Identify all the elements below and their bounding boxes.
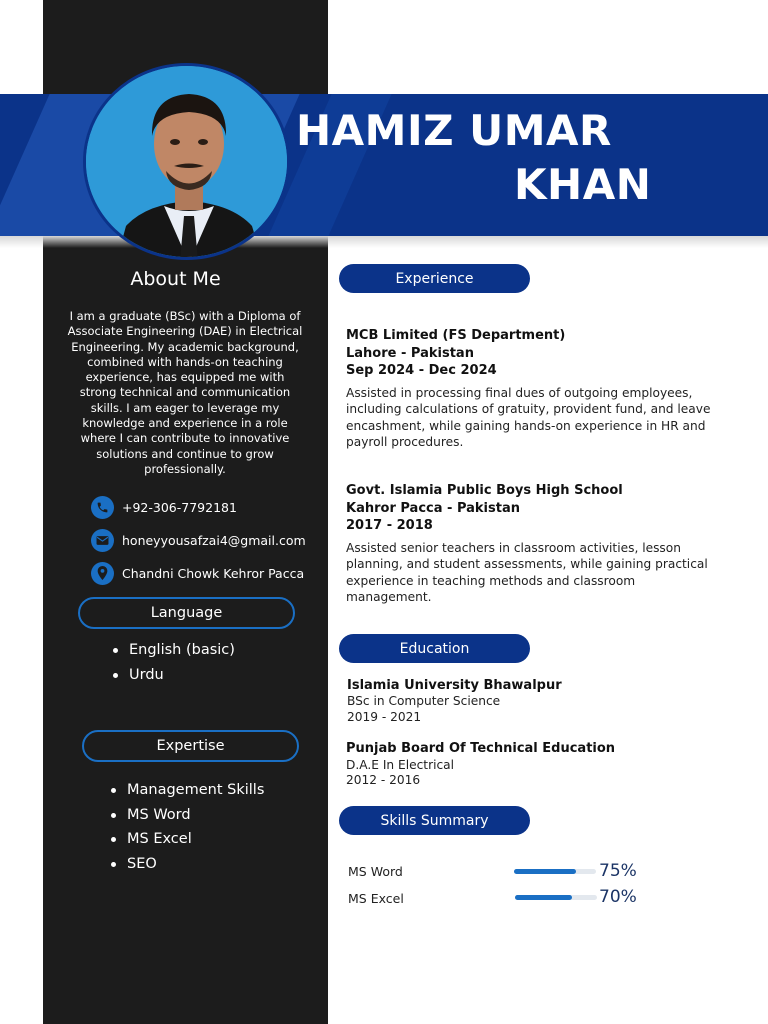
skill-progress-track — [514, 869, 596, 874]
experience-item-header — [346, 482, 623, 535]
list-item: English (basic) — [111, 638, 235, 663]
skill-progress-fill — [514, 869, 576, 874]
email-icon — [91, 529, 114, 552]
skill-progress-fill — [515, 895, 572, 900]
education-degree: D.A.E In Electrical — [346, 758, 455, 772]
experience-description: Assisted senior teachers in classroom activities, lesson planning, and student assessments, while gaining practical experience in teaching methods and classroom management. — [346, 541, 708, 604]
experience-heading: Experience — [339, 264, 530, 293]
expertise-list — [109, 778, 264, 877]
email-text[interactable]: honeyyousafzai4@gmail.com — [122, 532, 306, 548]
about-title: About Me — [130, 268, 221, 290]
profile-photo — [83, 63, 290, 260]
language-list — [111, 638, 235, 687]
expertise-heading: Expertise — [82, 730, 299, 762]
list-item: Urdu — [111, 663, 235, 688]
education-institution: Punjab Board Of Technical Education — [346, 741, 616, 756]
skill-progress-track — [515, 895, 597, 900]
experience-item-header — [346, 327, 565, 380]
language-heading: Language — [78, 597, 295, 629]
skill-name: MS Excel — [348, 891, 404, 906]
contact-address — [91, 561, 304, 585]
phone-text[interactable]: +92-306-7792181 — [122, 499, 237, 515]
address-text: Chandni Chowk Kehror Pacca — [122, 565, 305, 581]
about-text: I am a graduate (BSc) with a Diploma of Associate Engineering (DAE) in Electrical Engineering. My academic background, combined with hands-on teaching experience, has equipped me with strong technical and communication skills. I am eager to leverage my knowledge and experience in a role where I can contribute to innovative solutions and continue to grow professionally. — [67, 309, 303, 476]
skill-percent: 75% — [599, 861, 637, 881]
header-shadow — [0, 236, 768, 248]
education-years: 2019 - 2021 — [347, 710, 422, 724]
education-institution: Islamia University Bhawalpur — [347, 678, 562, 693]
name-first-line: HAMIZ UMAR — [296, 106, 612, 155]
phone-icon — [91, 496, 114, 519]
experience-company: MCB Limited (FS Department) — [346, 328, 566, 343]
experience-period: Sep 2024 - Dec 2024 — [346, 363, 497, 378]
education-degree: BSc in Computer Science — [347, 694, 501, 708]
education-heading: Education — [339, 634, 530, 663]
location-pin-icon — [91, 562, 114, 585]
contact-phone — [91, 495, 237, 519]
name-second-line: KHAN — [514, 160, 652, 209]
list-item: SEO — [109, 852, 264, 877]
experience-description: Assisted in processing final dues of outgoing employees, including calculations of gratuity, provident fund, and leave encashment, while gaining hands-on experience in HR and payroll procedures. — [346, 386, 711, 449]
list-item: MS Excel — [109, 827, 264, 852]
experience-period: 2017 - 2018 — [346, 518, 433, 533]
list-item: MS Word — [109, 803, 264, 828]
experience-location: Lahore - Pakistan — [346, 345, 474, 361]
skills-heading: Skills Summary — [339, 806, 530, 835]
skill-percent: 70% — [599, 887, 637, 907]
list-item: Management Skills — [109, 778, 264, 803]
skill-name: MS Word — [348, 864, 403, 879]
experience-location: Kahror Pacca - Pakistan — [346, 500, 520, 516]
education-years: 2012 - 2016 — [346, 773, 421, 787]
experience-company: Govt. Islamia Public Boys High School — [346, 483, 623, 498]
contact-email — [91, 528, 306, 552]
